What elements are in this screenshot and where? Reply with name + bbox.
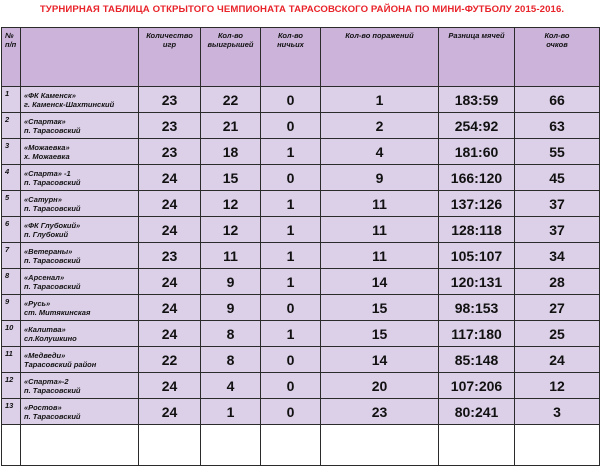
row-number: 1 [2,87,21,113]
row-number: 2 [2,113,21,139]
wins-cell: 11 [201,243,261,269]
empty-cell [261,425,321,466]
points-cell: 25 [515,321,600,347]
wins-cell: 12 [201,217,261,243]
team-location: п. Тарасовский [24,281,81,291]
row-number: 6 [2,217,21,243]
losses-cell: 9 [321,165,439,191]
empty-cell [321,425,439,466]
standings-table [1,27,600,466]
row-number: 4 [2,165,21,191]
losses-cell: 2 [321,113,439,139]
team-location: п. Глубокий [24,229,69,239]
games-cell: 23 [139,113,201,139]
team-name: «Можаевка» [24,142,70,152]
points-cell: 55 [515,139,600,165]
goals-cell: 80:241 [439,399,515,425]
team-name: «Спартак» [24,116,66,126]
team-name: «ФК Каменск» [24,90,76,100]
team-cell [21,321,139,347]
header-wins-line1: Кол-во [218,31,243,40]
team-location: п. Тарасовский [24,255,81,265]
table-row [2,113,600,139]
empty-cell [21,425,139,466]
wins-cell: 8 [201,347,261,373]
team-location: п. Тарасовский [24,203,81,213]
goals-cell: 117:180 [439,321,515,347]
goals-cell: 137:126 [439,191,515,217]
team-location: сл.Колушкино [24,333,77,343]
team-location: Тарасовский район [24,359,97,369]
games-cell: 24 [139,321,201,347]
header-draws-line1: Кол-во [278,31,303,40]
team-location: п. Тарасовский [24,385,81,395]
table-header-row [2,28,600,87]
points-cell: 27 [515,295,600,321]
games-cell: 24 [139,295,201,321]
team-cell [21,295,139,321]
goals-cell: 85:148 [439,347,515,373]
header-points-line2: очков [546,40,568,49]
losses-cell: 15 [321,321,439,347]
games-cell: 24 [139,191,201,217]
goals-cell: 254:92 [439,113,515,139]
team-location: п. Тарасовский [24,125,81,135]
losses-cell: 1 [321,87,439,113]
wins-cell: 9 [201,295,261,321]
goals-cell: 128:118 [439,217,515,243]
draws-cell: 0 [261,87,321,113]
draws-cell: 1 [261,139,321,165]
row-number: 3 [2,139,21,165]
losses-cell: 14 [321,347,439,373]
games-cell: 24 [139,399,201,425]
wins-cell: 9 [201,269,261,295]
table-row [2,165,600,191]
losses-cell: 4 [321,139,439,165]
row-number: 11 [2,347,21,373]
draws-cell: 1 [261,217,321,243]
empty-row [2,425,600,466]
games-cell: 22 [139,347,201,373]
header-wins [201,28,261,87]
header-points-line1: Кол-во [544,31,570,40]
wins-cell: 1 [201,399,261,425]
header-games-line1: Количество [146,31,193,40]
table-row [2,347,600,373]
team-name: «ФК Глубокий» [24,220,81,230]
goals-cell: 120:131 [439,269,515,295]
wins-cell: 18 [201,139,261,165]
table-row [2,139,600,165]
header-goals: Разница мячей [439,28,515,87]
team-cell [21,373,139,399]
header-team [21,28,139,87]
losses-cell: 11 [321,217,439,243]
page-title: ТУРНИРНАЯ ТАБЛИЦА ОТКРЫТОГО ЧЕМПИОНАТА ТАРАСОВСКОГО РАЙОНА ПО МИНИ-ФУТБОЛУ 2015-2016. [39,4,565,15]
games-cell: 23 [139,87,201,113]
row-number: 7 [2,243,21,269]
points-cell: 12 [515,373,600,399]
wins-cell: 8 [201,321,261,347]
header-draws [261,28,321,87]
team-cell [21,217,139,243]
header-draws-line2: ничьих [277,40,304,49]
goals-cell: 105:107 [439,243,515,269]
team-cell [21,347,139,373]
table-row [2,87,600,113]
draws-cell: 0 [261,113,321,139]
team-cell [21,269,139,295]
goals-cell: 166:120 [439,165,515,191]
games-cell: 24 [139,165,201,191]
team-name: «Спарта»-2 [24,376,69,386]
team-name: «Спарта» -1 [24,168,71,178]
empty-cell [139,425,201,466]
points-cell: 37 [515,217,600,243]
table-row [2,191,600,217]
header-num-line2: п/п [5,40,17,49]
games-cell: 23 [139,243,201,269]
draws-cell: 1 [261,321,321,347]
team-name: «Ростов» [24,402,62,412]
games-cell: 24 [139,217,201,243]
empty-cell [201,425,261,466]
team-cell [21,243,139,269]
draws-cell: 0 [261,295,321,321]
points-cell: 28 [515,269,600,295]
row-number: 10 [2,321,21,347]
draws-cell: 1 [261,269,321,295]
team-location: г. Каменск-Шахтинский [24,99,115,109]
table-row [2,399,600,425]
header-wins-line2: выигрышей [207,40,254,49]
team-name: «Русь» [24,298,51,308]
empty-cell [515,425,600,466]
wins-cell: 15 [201,165,261,191]
goals-cell: 107:206 [439,373,515,399]
table-row [2,243,600,269]
losses-cell: 11 [321,243,439,269]
goals-cell: 98:153 [439,295,515,321]
team-name: «Медведи» [24,350,66,360]
points-cell: 63 [515,113,600,139]
losses-cell: 20 [321,373,439,399]
row-number: 12 [2,373,21,399]
table-row [2,321,600,347]
table-row [2,295,600,321]
points-cell: 24 [515,347,600,373]
points-cell: 3 [515,399,600,425]
losses-cell: 11 [321,191,439,217]
team-name: «Сатурн» [24,194,62,204]
header-num [2,28,21,87]
draws-cell: 0 [261,399,321,425]
draws-cell: 0 [261,165,321,191]
team-name: «Арсенал» [24,272,65,282]
losses-cell: 14 [321,269,439,295]
team-location: п. Тарасовский [24,411,81,421]
table-row [2,373,600,399]
row-number: 5 [2,191,21,217]
header-games-line2: игр [162,40,177,49]
wins-cell: 12 [201,191,261,217]
draws-cell: 1 [261,243,321,269]
wins-cell: 21 [201,113,261,139]
team-cell [21,399,139,425]
team-cell [21,191,139,217]
row-number: 13 [2,399,21,425]
empty-cell [439,425,515,466]
games-cell: 24 [139,373,201,399]
team-cell [21,87,139,113]
wins-cell: 4 [201,373,261,399]
header-losses: Кол-во поражений [321,28,439,87]
points-cell: 37 [515,191,600,217]
team-location: х. Можаевка [24,151,70,161]
wins-cell: 22 [201,87,261,113]
draws-cell: 0 [261,347,321,373]
header-points [515,28,600,87]
points-cell: 34 [515,243,600,269]
row-number: 8 [2,269,21,295]
team-cell [21,113,139,139]
points-cell: 66 [515,87,600,113]
team-name: «Ветераны» [24,246,73,256]
team-cell [21,139,139,165]
draws-cell: 1 [261,191,321,217]
header-games [139,28,201,87]
header-num-line1: № [5,31,14,40]
draws-cell: 0 [261,373,321,399]
table-row [2,269,600,295]
goals-cell: 183:59 [439,87,515,113]
team-location: ст. Митякинская [24,307,91,317]
team-location: п. Тарасовский [24,177,81,187]
games-cell: 24 [139,269,201,295]
losses-cell: 15 [321,295,439,321]
team-cell [21,165,139,191]
games-cell: 23 [139,139,201,165]
losses-cell: 23 [321,399,439,425]
empty-cell [2,425,21,466]
table-row [2,217,600,243]
row-number: 9 [2,295,21,321]
points-cell: 45 [515,165,600,191]
goals-cell: 181:60 [439,139,515,165]
team-name: «Калитва» [24,324,66,334]
